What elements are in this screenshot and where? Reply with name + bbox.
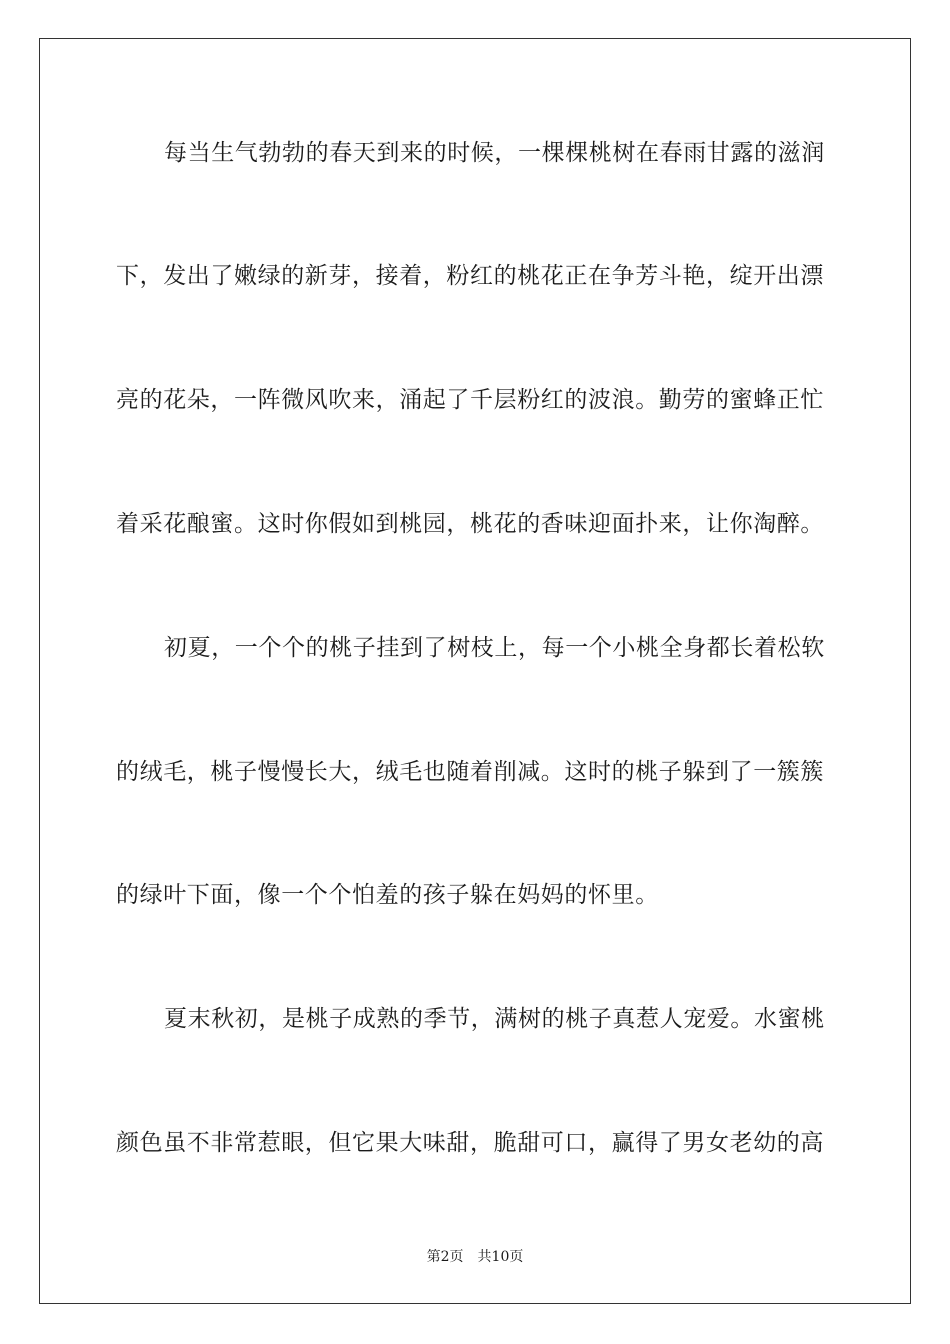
paragraph-2-line-2: 的绒毛，桃子慢慢长大，绒毛也随着削减。这时的桃子躲到了一簇簇: [116, 759, 824, 785]
paragraph-2-line-1: 初夏，一个个的桃子挂到了树枝上，每一个小桃全身都长着松软: [164, 635, 825, 661]
page-total: 共10页: [477, 1249, 524, 1265]
paragraph-1-line-3: 亮的花朵，一阵微风吹来，涌起了千层粉红的波浪。勤劳的蜜蜂正忙: [116, 387, 824, 413]
paragraph-1-line-1: 每当生气勃勃的春天到来的时候，一棵棵桃树在春雨甘露的滋润: [164, 140, 825, 166]
page-number: 第2页: [426, 1249, 464, 1265]
paragraph-3-line-1: 夏末秋初，是桃子成熟的季节，满树的桃子真惹人宠爱。水蜜桃: [164, 1006, 825, 1032]
page-border: [39, 38, 911, 1304]
paragraph-3-line-2: 颜色虽不非常惹眼，但它果大味甜，脆甜可口，赢得了男女老幼的高: [116, 1130, 824, 1156]
paragraph-1-line-4: 着采花酿蜜。这时你假如到桃园，桃花的香味迎面扑来，让你淘醉。: [116, 511, 824, 537]
paragraph-1-line-2: 下，发出了嫩绿的新芽，接着，粉红的桃花正在争芳斗艳，绽开出漂: [116, 263, 824, 289]
paragraph-2-line-3: 的绿叶下面，像一个个怕羞的孩子躲在妈妈的怀里。: [116, 882, 659, 908]
page-footer: [0, 1247, 950, 1267]
